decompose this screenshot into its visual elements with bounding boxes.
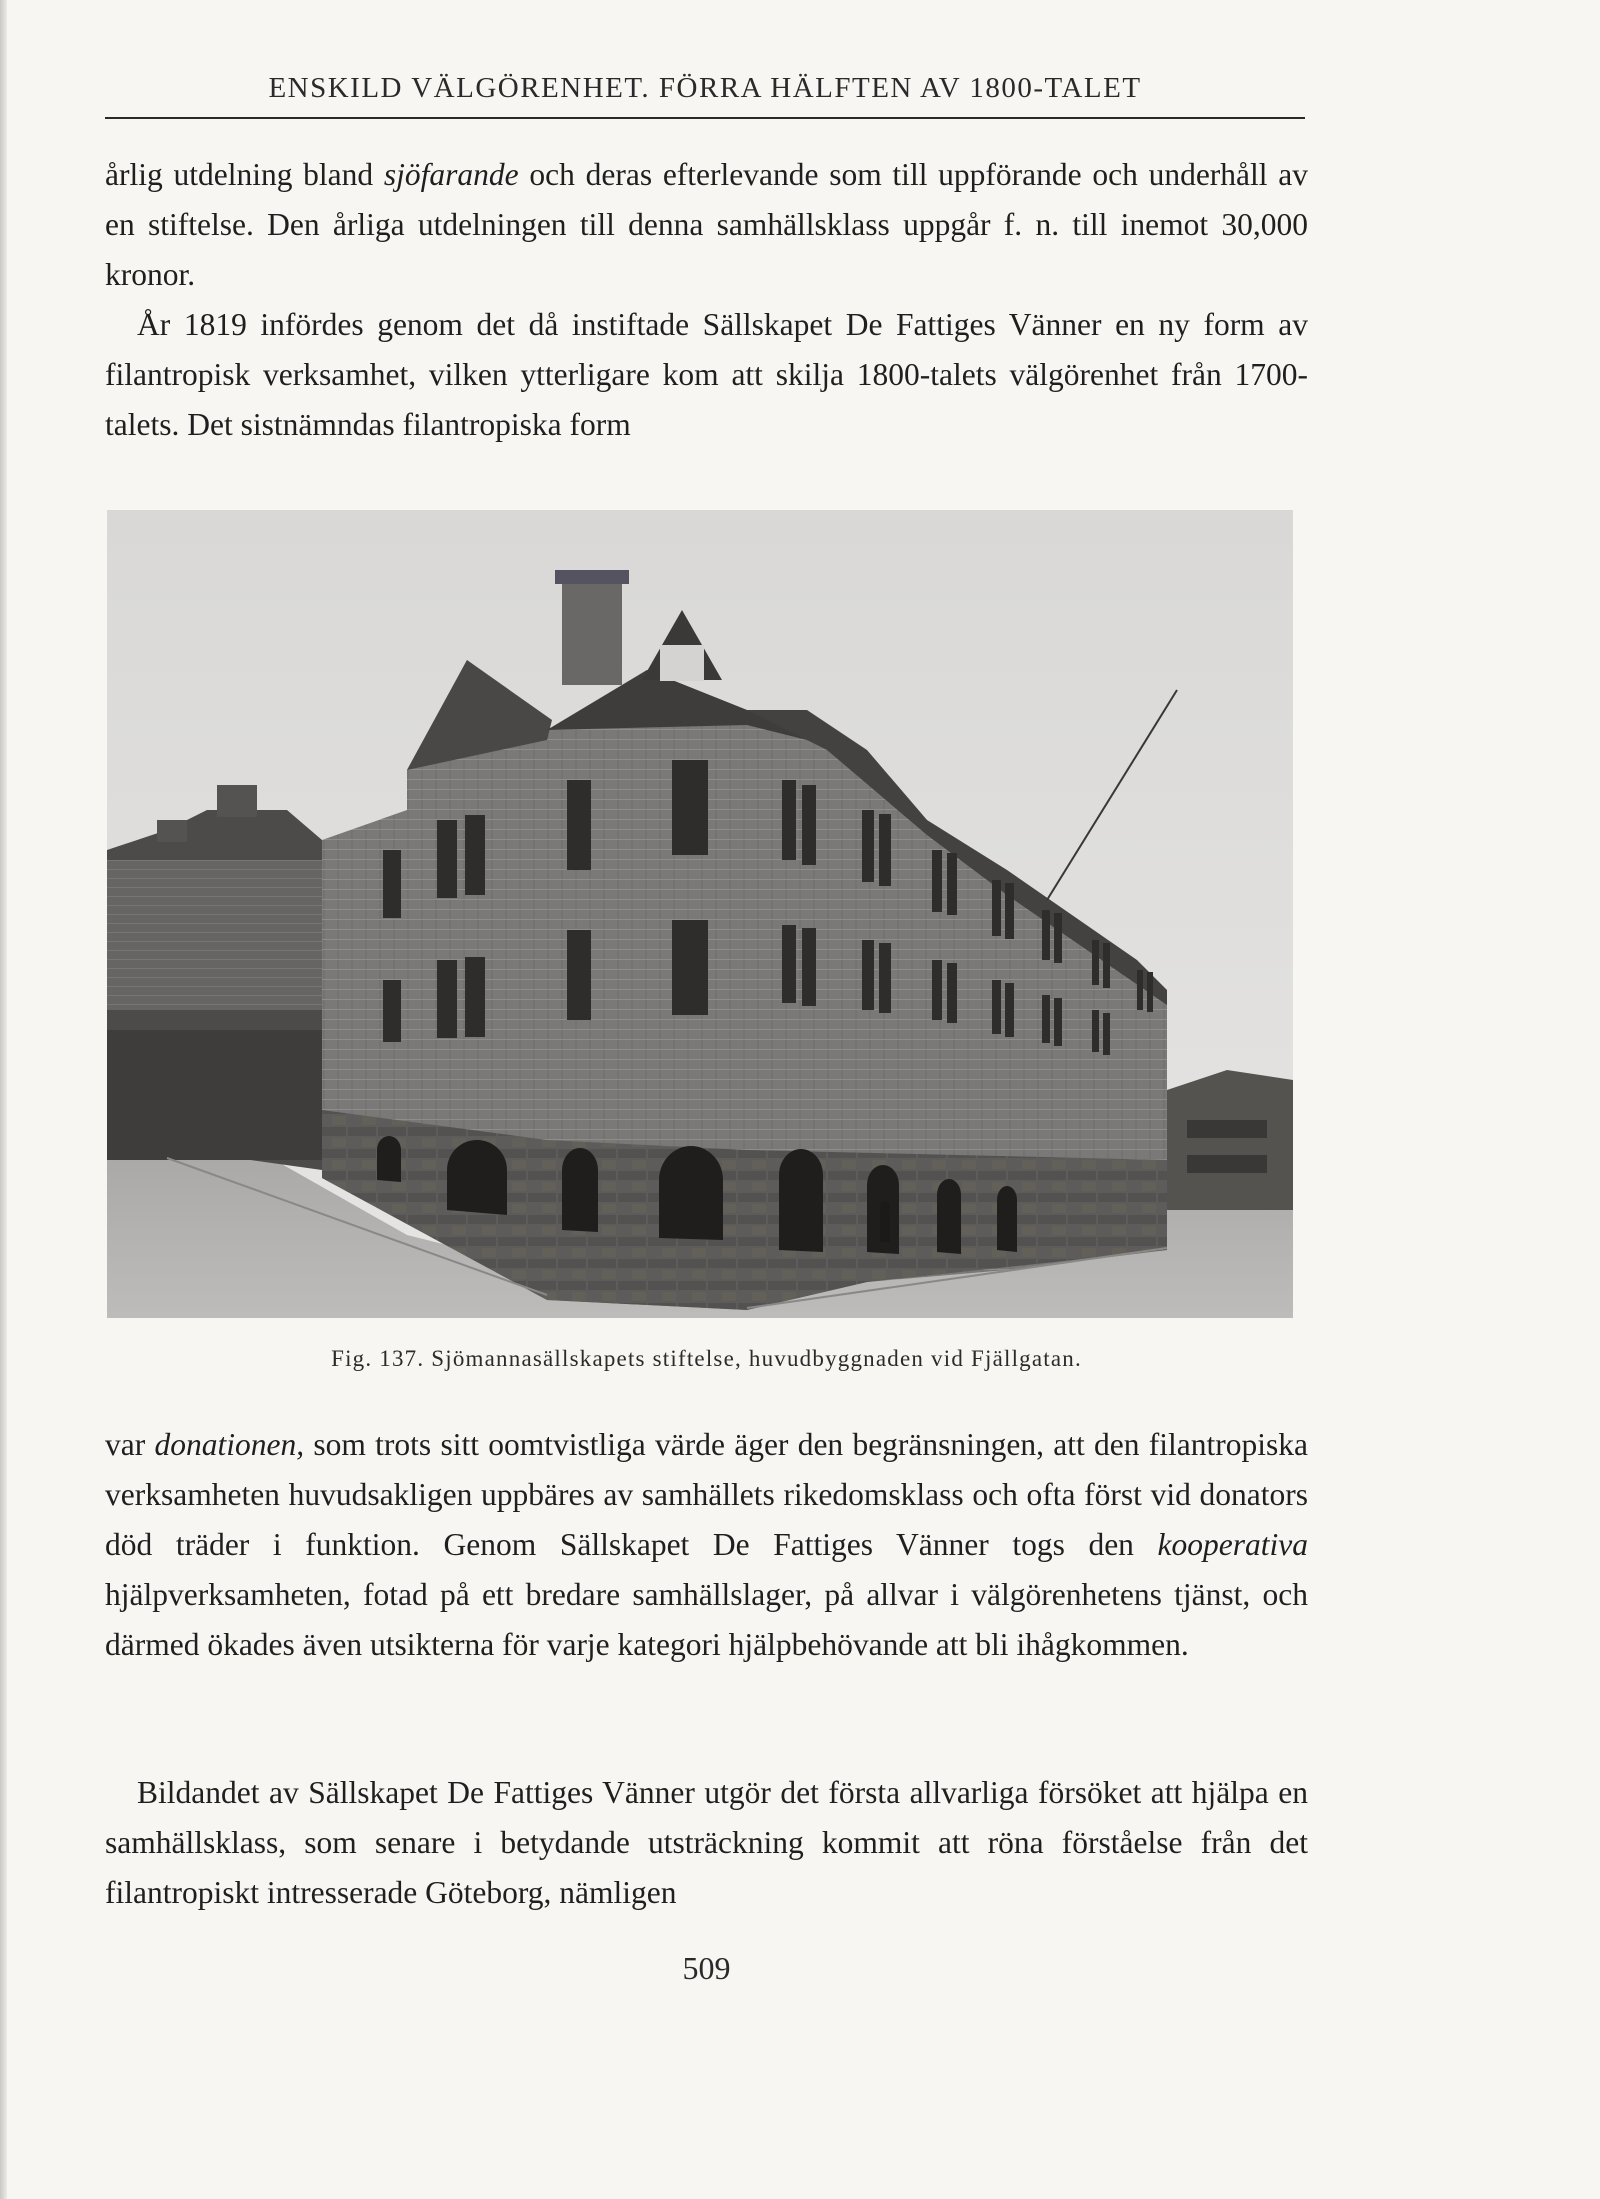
building-photograph bbox=[107, 510, 1293, 1318]
figure-caption: Fig. 137. Sjömannasällskapets stiftelse, huvudbyggnaden vid Fjällgatan. bbox=[331, 1346, 1082, 1371]
page-number: 509 bbox=[682, 1950, 731, 1986]
paragraph-3-emphasis-kooperativa: kooperativa bbox=[1157, 1527, 1308, 1562]
paragraph-1 bbox=[105, 150, 1308, 300]
paragraph-3-text-cont: som trots sitt oomtvistliga värde äger den begränsningen, att den filantropiska verksamheten huvudsakligen uppbäres av samhällets rikedomsklass och ofta först vid donators död träder i funktion. Genom Sällskapet De Fattiges Vänner togs den bbox=[105, 1427, 1308, 1562]
paragraph-3 bbox=[105, 1420, 1308, 1670]
paragraph-4 bbox=[105, 1768, 1308, 1918]
paragraph-1-text: årlig utdelning bland bbox=[105, 157, 384, 192]
paragraph-2-text: År 1819 infördes genom det då instiftade Sällskapet De Fattiges Vänner en ny form av filantropisk verksamhet, vilken ytterligare kom att skilja 1800-talets välgörenhet från 1700-talets. Det sistnämndas filantropiska form bbox=[105, 307, 1308, 442]
paragraph-1-text-cont: och deras efterlevande som till uppförande och underhåll av en stiftelse. Den årliga utdelningen till denna samhällsklass uppgår f. n. till inemot 30,000 kronor. bbox=[105, 157, 1308, 292]
header-rule bbox=[105, 117, 1305, 119]
running-head: ENSKILD VÄLGÖRENHET. FÖRRA HÄLFTEN AV 1800-TALET bbox=[268, 72, 1142, 104]
paragraph-2 bbox=[105, 300, 1308, 450]
paragraph-3-emphasis-donationen: donationen, bbox=[154, 1427, 305, 1462]
paragraph-4-text: Bildandet av Sällskapet De Fattiges Vänner utgör det första allvarliga försöket att hjälpa en samhällsklass, som senare i betydande utsträckning kommit att röna förståelse från det filantropiskt intresserade Göteborg, nämligen bbox=[105, 1775, 1308, 1910]
paragraph-3-text: var bbox=[105, 1427, 155, 1462]
paragraph-1-emphasis: sjöfarande bbox=[383, 157, 519, 192]
paragraph-3-text-end: hjälpverksamheten, fotad på ett bredare samhällslager, på allvar i välgörenhetens tjänst, och därmed ökades även utsikterna för varje kategori hjälpbehövande att bli ihågkommen. bbox=[105, 1577, 1308, 1662]
